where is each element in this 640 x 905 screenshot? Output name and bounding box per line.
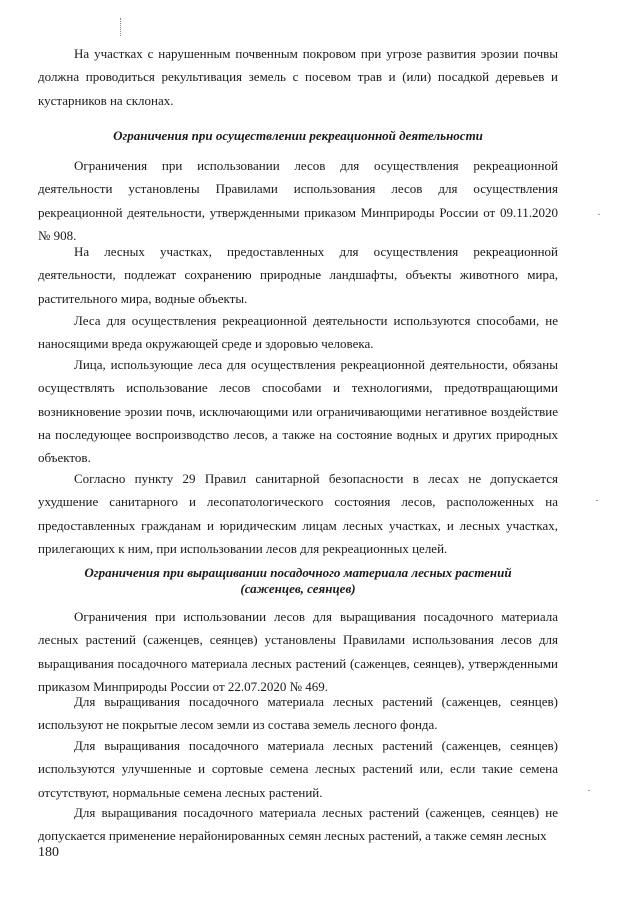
paragraph-recreation-rules: Ограничения при использовании лесов для осуществления рекреационной деятельности установлены Правилами использования лесов для осуществления рекреационной деятельности, утвержденными приказом Минприроды России от 09.11.2020 № 908. [38,158,558,243]
paragraph-recreation-methods: Леса для осуществления рекреационной деятельности используются способами, не наносящими вреда окружающей среде и здоровью человека. [38,313,558,352]
paragraph-seedling-seeds: Для выращивания посадочного материала лесных растений (саженцев, сеянцев) используются улучшенные и сортовые семена лесных растений или, если такие семена отсутствуют, нормальные семена лесных растений. [38,738,558,800]
page-number: 180 [38,845,59,860]
paragraph-seedling-prohibited: Для выращивания посадочного материала лесных растений (саженцев, сеянцев) не допускается применение нерайонированных семян лесных растений, а также семян лесных [38,805,558,844]
section-heading-seedlings-line2: (саженцев, сеянцев) [240,581,356,596]
paragraph-seedling-lands: Для выращивания посадочного материала лесных растений (саженцев, сеянцев) используют не покрытые лесом земли из состава земель лесного фонда. [38,694,558,733]
scan-speck [588,790,590,791]
paragraph-recreation-preservation: На лесных участках, предоставленных для осуществления рекреационной деятельности, подлежат сохранению природные ландшафты, объекты животного мира, растительного мира, водные объекты. [38,244,558,306]
section-heading-seedlings [38,565,558,597]
scan-speck [596,500,598,501]
paragraph-sanitary-safety: Согласно пункту 29 Правил санитарной безопасности в лесах не допускается ухудшение санитарного и лесопатологического состояния лесов, расположенных на предоставленных гражданам и юридическим лицам лесных участках, и лесных участках, прилегающих к ним, при использовании лесов для рекреационных целей. [38,471,558,556]
paragraph-recreation-obligations: Лица, использующие леса для осуществления рекреационной деятельности, обязаны осуществлять использование лесов способами и технологиями, предотвращающими возникновение эрозии почв, исключающими или ограничивающими негативное воздействие на последующее воспроизводство лесов, а также на состояние водных и других природных объектов. [38,357,558,466]
document-page [38,0,558,905]
section-heading-recreation: Ограничения при осуществлении рекреационной деятельности [113,128,483,143]
scan-speck [598,214,600,215]
paragraph-recultivation: На участках с нарушенным почвенным покровом при угрозе развития эрозии почвы должна проводиться рекультивация земель с посевом трав и (или) посадкой деревьев и кустарников на склонах. [38,46,558,108]
paragraph-seedling-rules: Ограничения при использовании лесов для выращивания посадочного материала лесных растений (саженцев, сеянцев) установлены Правилами использования лесов для выращивания посадочного материала лесных растений (саженцев, сеянцев), утвержденными приказом Минприроды России от 22.07.2020 № 469. [38,609,558,694]
section-heading-seedlings-line1: Ограничения при выращивании посадочного материала лесных растений [84,565,512,580]
